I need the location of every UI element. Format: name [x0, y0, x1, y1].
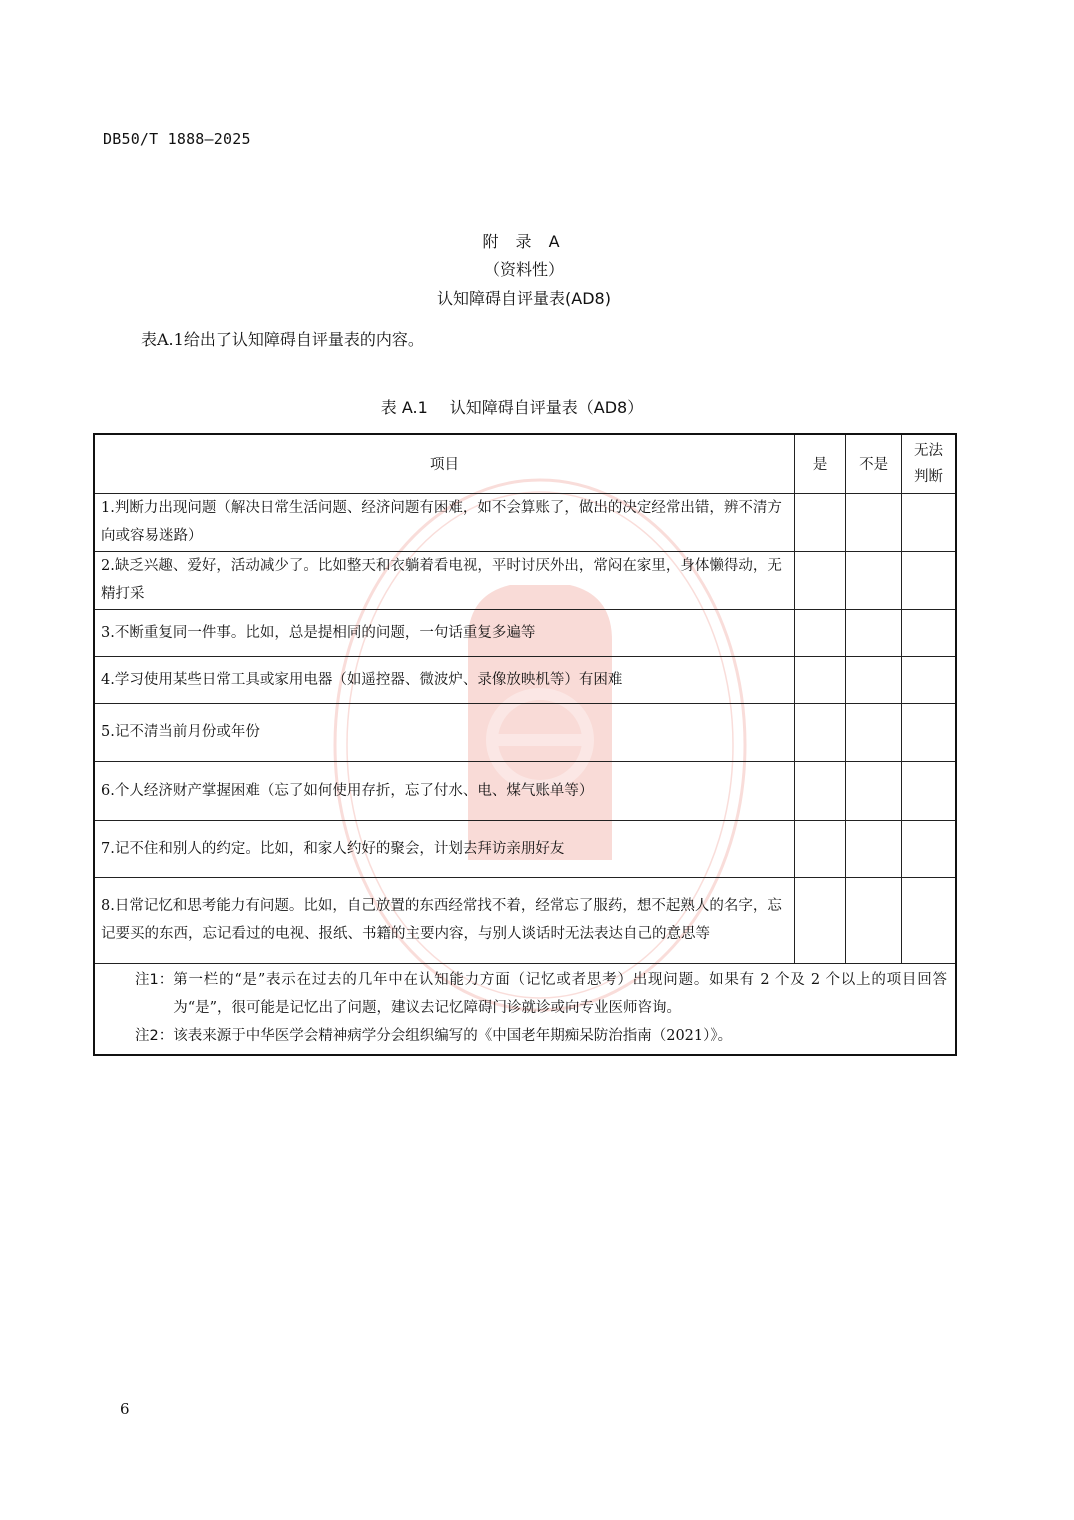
no-cell[interactable]	[846, 493, 902, 551]
table-caption-title: 认知障碍自评量表（AD8）	[449, 398, 644, 417]
header-cannot-judge	[901, 434, 956, 493]
document-code: DB50/T 1888—2025	[103, 130, 251, 148]
yes-cell[interactable]	[795, 820, 846, 877]
appendix-label: 附 录 A	[482, 232, 566, 251]
header-no: 不是	[846, 434, 902, 493]
cannot-judge-cell[interactable]	[901, 656, 956, 703]
yes-cell[interactable]	[795, 493, 846, 551]
item-text: 6.个人经济财产掌握困难（忘了如何使用存折，忘了付水、电、煤气账单等）	[94, 761, 795, 820]
no-cell[interactable]	[846, 609, 902, 656]
note-2-text: 该表来源于中华医学会精神病学分会组织编写的《中国老年期痴呆防治指南（2021）》。	[173, 1027, 733, 1044]
no-cell[interactable]	[846, 877, 902, 963]
yes-cell[interactable]	[795, 609, 846, 656]
intro-paragraph: 表A.1给出了认知障碍自评量表的内容。	[141, 330, 424, 349]
cannot-judge-cell[interactable]	[901, 877, 956, 963]
item-text: 3.不断重复同一件事。比如，总是提相同的问题，一句话重复多遍等	[94, 609, 795, 656]
appendix-nature: （资料性）	[483, 260, 564, 279]
table-row	[94, 493, 956, 551]
no-cell[interactable]	[846, 656, 902, 703]
appendix-title: 认知障碍自评量表(AD8)	[437, 289, 611, 308]
note-1	[135, 966, 947, 1022]
no-cell[interactable]	[846, 820, 902, 877]
no-cell[interactable]	[846, 761, 902, 820]
table-row	[94, 820, 956, 877]
notes-cell	[94, 963, 956, 1055]
table-row	[94, 703, 956, 761]
table-row	[94, 761, 956, 820]
note-2-label: 注2：	[135, 1027, 174, 1044]
table-row	[94, 609, 956, 656]
item-text: 2.缺乏兴趣、爱好，活动减少了。比如整天和衣躺着看电视，平时讨厌外出，常闷在家里，身体懒得动，无精打采	[94, 551, 795, 609]
cannot-judge-cell[interactable]	[901, 493, 956, 551]
notes-row	[94, 963, 956, 1055]
table-row	[94, 656, 956, 703]
note-1-text: 第一栏的“是”表示在过去的几年中在认知能力方面（记忆或者思考）出现问题。如果有 2 个及 2 个以上的项目回答为“是”，很可能是记忆出了问题，建议去记忆障碍门诊就诊或向专业医师咨询。	[173, 971, 947, 1016]
cannot-judge-cell[interactable]	[901, 703, 956, 761]
cannot-judge-cell[interactable]	[901, 820, 956, 877]
item-text: 1.判断力出现问题（解决日常生活问题、经济问题有困难，如不会算账了，做出的决定经常出错，辨不清方向或容易迷路）	[94, 493, 795, 551]
table-caption	[0, 395, 1024, 418]
note-2	[135, 1022, 947, 1050]
note-1-label: 注1：	[135, 971, 174, 988]
table-row	[94, 551, 956, 609]
yes-cell[interactable]	[795, 703, 846, 761]
header-na-line1: 无法	[913, 442, 943, 459]
item-text: 5.记不清当前月份或年份	[94, 703, 795, 761]
ad8-table	[93, 433, 957, 1056]
cannot-judge-cell[interactable]	[901, 609, 956, 656]
cannot-judge-cell[interactable]	[901, 761, 956, 820]
yes-cell[interactable]	[795, 551, 846, 609]
table-header-row	[94, 434, 956, 493]
table-row	[94, 877, 956, 963]
header-yes: 是	[795, 434, 846, 493]
page-number: 6	[120, 1400, 130, 1418]
table-caption-id: 表 A.1	[380, 398, 428, 417]
cannot-judge-cell[interactable]	[901, 551, 956, 609]
yes-cell[interactable]	[795, 656, 846, 703]
item-text: 4.学习使用某些日常工具或家用电器（如遥控器、微波炉、录像放映机等）有困难	[94, 656, 795, 703]
no-cell[interactable]	[846, 551, 902, 609]
yes-cell[interactable]	[795, 877, 846, 963]
item-text: 7.记不住和别人的约定。比如，和家人约好的聚会，计划去拜访亲朋好友	[94, 820, 795, 877]
item-text: 8.日常记忆和思考能力有问题。比如，自己放置的东西经常找不着，经常忘了服药，想不起熟人的名字，忘记要买的东西，忘记看过的电视、报纸、书籍的主要内容，与别人谈话时无法表达自己的意思等	[94, 877, 795, 963]
yes-cell[interactable]	[795, 761, 846, 820]
header-na-line2: 判断	[913, 468, 943, 485]
header-item: 项目	[94, 434, 795, 493]
no-cell[interactable]	[846, 703, 902, 761]
